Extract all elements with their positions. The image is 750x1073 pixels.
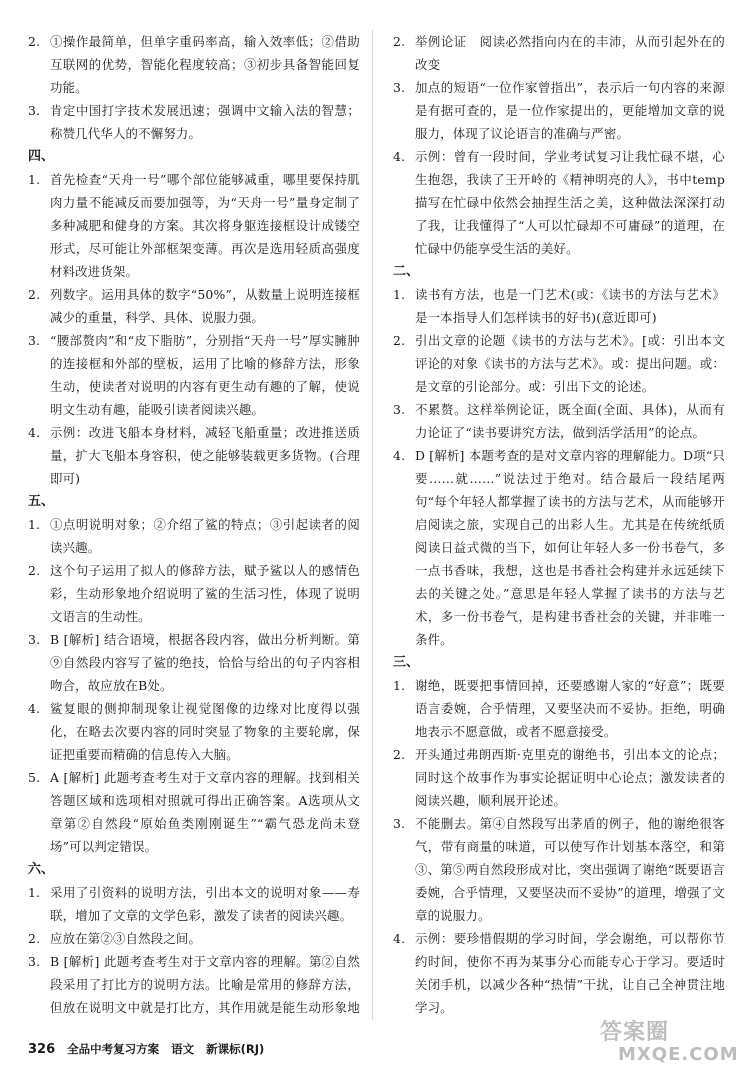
answer-number: 2. — [393, 34, 406, 49]
watermark-line1: 答案圈 — [600, 1020, 670, 1045]
page-footer — [28, 1038, 276, 1060]
answer-item — [28, 559, 360, 628]
answer-text: B [解析] 结合语境，根据各段内容，做出分析判断。第⑨自然段内容写了鲨的绝技，恰恰与给出的句子内容相吻合，故应放在B处。 — [50, 632, 360, 693]
book-title: 全品中考复习方案 — [67, 1042, 160, 1056]
answer-number: 4. — [393, 448, 406, 463]
answer-number: 4. — [393, 149, 406, 164]
answer-item — [28, 30, 360, 99]
answer-item — [28, 329, 360, 421]
answer-item — [393, 283, 725, 329]
answer-text: 示例：改进飞船本身材料，减轻飞船重量；改进推送质量，扩大飞船本身容积，使之能够装载更多货物。(合理即可) — [50, 425, 360, 486]
answer-number: 2. — [393, 747, 406, 762]
answer-text: 举例论证 阅读必然指向内在的丰沛，从而引起外在的改变 — [415, 34, 725, 72]
watermark-logo — [600, 1022, 739, 1066]
answer-number: 1. — [393, 678, 406, 693]
answer-text: ①点明说明对象；②介绍了鲨的特点；③引起读者的阅读兴趣。 — [50, 517, 360, 555]
right-column — [393, 30, 725, 1020]
answer-item — [28, 168, 360, 283]
left-column — [28, 30, 360, 1020]
answer-text: 采用了引资料的说明方法，引出本文的说明对象——寿联，增加了文章的文学色彩，激发了读者的阅读兴趣。 — [50, 885, 360, 923]
section-heading: 三、 — [393, 655, 420, 670]
answer-item — [28, 927, 360, 950]
watermark-line2: MXQE.COM — [618, 1044, 739, 1065]
answer-item — [28, 513, 360, 559]
answer-text: 引出文章的论题《读书的方法与艺术》。[或：引出本文评论的对象《读书的方法与艺术》。或：提出问题。或：是文章的引论部分。或：引出下文的论述。 — [415, 333, 725, 394]
answer-text: 谢绝，既要把事情回掉，还要感谢人家的“好意”；既要语言委婉，合乎情理，又要坚决而不妥协。拒绝，明确地表示不愿意做，或者不愿意接受。 — [415, 678, 725, 739]
answer-number: 2. — [393, 333, 406, 348]
answer-text: 读书有方法，也是一门艺术(或：《读书的方法与艺术》是一本指导人们怎样读书的好书)(意近即可) — [415, 287, 725, 325]
answer-text: 应放在第②③自然段之间。 — [50, 931, 202, 946]
answer-text: D [解析] 本题考查的是对文章内容的理解能力。D项“只要……就……”说法过于绝对。结合最后一段结尾两句“每个年轻人都掌握了读书的方法与艺术，从而能够开启阅读之旅，实现自己的出彩人生。尤其是在传统纸质阅读日益式微的当下，如何让年轻人多一份书卷气，多一点书香味，我想，这也是书香社会构建并永远延续下去的关键之处。”意思是年轻人掌握了读书的方法与艺术，多一份书卷气，是构建书香社会的关键，并非唯一条件。 — [415, 448, 725, 647]
answer-item — [393, 398, 725, 444]
answer-item — [28, 881, 360, 927]
answer-number: 3. — [28, 954, 41, 969]
answer-text: 开头通过弗朗西斯·克里克的谢绝书，引出本文的论点；同时这个故事作为事实论据证明中心论点；激发读者的阅读兴趣，顺利展开论述。 — [415, 747, 725, 808]
section-heading: 四、 — [28, 149, 55, 164]
answer-text: ①操作最简单，但单字重码率高，输入效率低；②借助互联网的优势，智能化程度较高；③初步具备智能回复功能。 — [50, 34, 360, 95]
answer-item — [393, 444, 725, 651]
answer-item — [28, 99, 360, 145]
answer-item — [28, 766, 360, 858]
answer-number: 2. — [28, 931, 41, 946]
answer-number: 3. — [28, 103, 41, 118]
page-number: 326 — [28, 1041, 56, 1057]
answer-number: 1. — [393, 287, 406, 302]
answer-text: 不能删去。第④自然段写出茅盾的例子，他的谢绝很客气，带有商量的味道，可以使写作计划基本落空，和第③、第⑤两自然段形成对比，突出强调了谢绝“既要语言委婉，合乎情理，又要坚决而不妥协”的道理，增强了文章的说服力。 — [415, 816, 725, 923]
answer-item — [393, 812, 725, 927]
answer-text: 不累赘。这样举例论证，既全面(全面、具体)，从而有力论证了“读书要讲究方法，做到活学活用”的论点。 — [415, 402, 725, 440]
answer-text: 加点的短语“一位作家曾指出”，表示后一句内容的来源是有据可查的，是一位作家提出的，更能增加文章的说服力，体现了议论语言的准确与严密。 — [415, 80, 725, 141]
column-divider — [372, 30, 373, 1020]
answer-text: 首先检查“天舟一号”哪个部位能够减重，哪里要保持肌肉力量不能减反而要加强等，为“天舟一号”量身定制了多种减肥和健身的方案。其次将身躯连接框设计成镂空形式，尽可能让外部框架变薄。再次是选用轻质高强度材料改进货架。 — [50, 172, 360, 279]
answer-item — [28, 697, 360, 766]
answer-number: 1. — [28, 172, 41, 187]
answer-item — [28, 628, 360, 697]
subject-label: 语文 — [171, 1042, 195, 1056]
section-heading: 六、 — [28, 862, 55, 877]
answer-item — [393, 329, 725, 398]
section-heading: 二、 — [393, 264, 420, 279]
answer-text: “腰部赘肉”和“皮下脂肪”，分别指“天舟一号”厚实臃肿的连接框和外部的壁板，运用了比喻的修辞方法，形象生动，使读者对说明的内容有更生动有趣的了解，使说明文生动有趣，能吸引读者阅读兴趣。 — [50, 333, 360, 417]
answer-item — [393, 927, 725, 1019]
answer-number: 2. — [28, 287, 41, 302]
answer-text: A [解析] 此题考查考生对于文章内容的理解。找到相关答题区域和选项相对照就可得出正确答案。A选项从文章第②自然段“原始鱼类刚刚诞生”“霸气恐龙尚未登场”可以判定错误。 — [50, 770, 360, 854]
answer-item — [393, 76, 725, 145]
answer-number: 4. — [28, 425, 41, 440]
answer-item — [393, 145, 725, 260]
answer-number: 3. — [28, 632, 41, 647]
answer-number: 3. — [393, 80, 406, 95]
answer-number: 1. — [28, 885, 41, 900]
answer-text: 列数字。运用具体的数字“50%”，从数量上说明连接框减少的重量，科学、具体、说服力强。 — [50, 287, 360, 325]
answer-number: 4. — [28, 701, 41, 716]
edition-label: 新课标(RJ) — [206, 1042, 265, 1056]
section-heading: 五、 — [28, 494, 55, 509]
answer-item — [393, 30, 725, 76]
answer-number: 4. — [393, 931, 406, 946]
answer-item — [28, 421, 360, 490]
answer-text: 这个句子运用了拟人的修辞方法，赋予鲨以人的感情色彩，生动形象地介绍说明了鲨的生活习性，体现了说明文语言的生动性。 — [50, 563, 360, 624]
answer-number: 1. — [28, 517, 41, 532]
answer-text: 示例：要珍惜假期的学习时间，学会谢绝，可以帮你节约时间，使你不再为某事分心而能专心于学习。要适时关闭手机，以减少各种“热情”干扰，让自己全神贯注地学习。 — [415, 931, 725, 1015]
answer-number: 5. — [28, 770, 41, 785]
answer-number: 2. — [28, 563, 41, 578]
answer-number: 3. — [28, 333, 41, 348]
answer-item — [393, 674, 725, 743]
answer-text: B [解析] 此题考查考生对于文章内容的理解。第②自然段采用了打比方的说明方法。比喻是常用的修辞方法，但放在说明文中就是打比方，其作用就是能生动形象地 — [50, 954, 360, 1015]
answer-item — [28, 283, 360, 329]
answer-text: 鲨复眼的侧抑制现象让视觉图像的边缘对比度得以强化，在略去次要内容的同时突显了物象的主要轮廓，保证把重要而精确的信息传入大脑。 — [50, 701, 360, 762]
answer-number: 3. — [393, 816, 406, 831]
answer-number: 2. — [28, 34, 41, 49]
answer-text: 示例：曾有一段时间，学业考试复习让我忙碌不堪，心生抱怨，我读了王开岭的《精神明亮的人》，书中temp描写在忙碌中依然会抽捏生活之美，这种做法深深打动了我，让我懂得了“人可以忙碌却不可庸碌”的道理，在忙碌中仍能享受生活的美好。 — [415, 149, 725, 256]
answer-text: 肯定中国打字技术发展迅速；强调中文输入法的智慧；称赞几代华人的不懈努力。 — [50, 103, 360, 141]
answer-item — [393, 743, 725, 812]
answer-number: 3. — [393, 402, 406, 417]
section-heading — [393, 1019, 725, 1020]
answer-item — [28, 950, 360, 1020]
